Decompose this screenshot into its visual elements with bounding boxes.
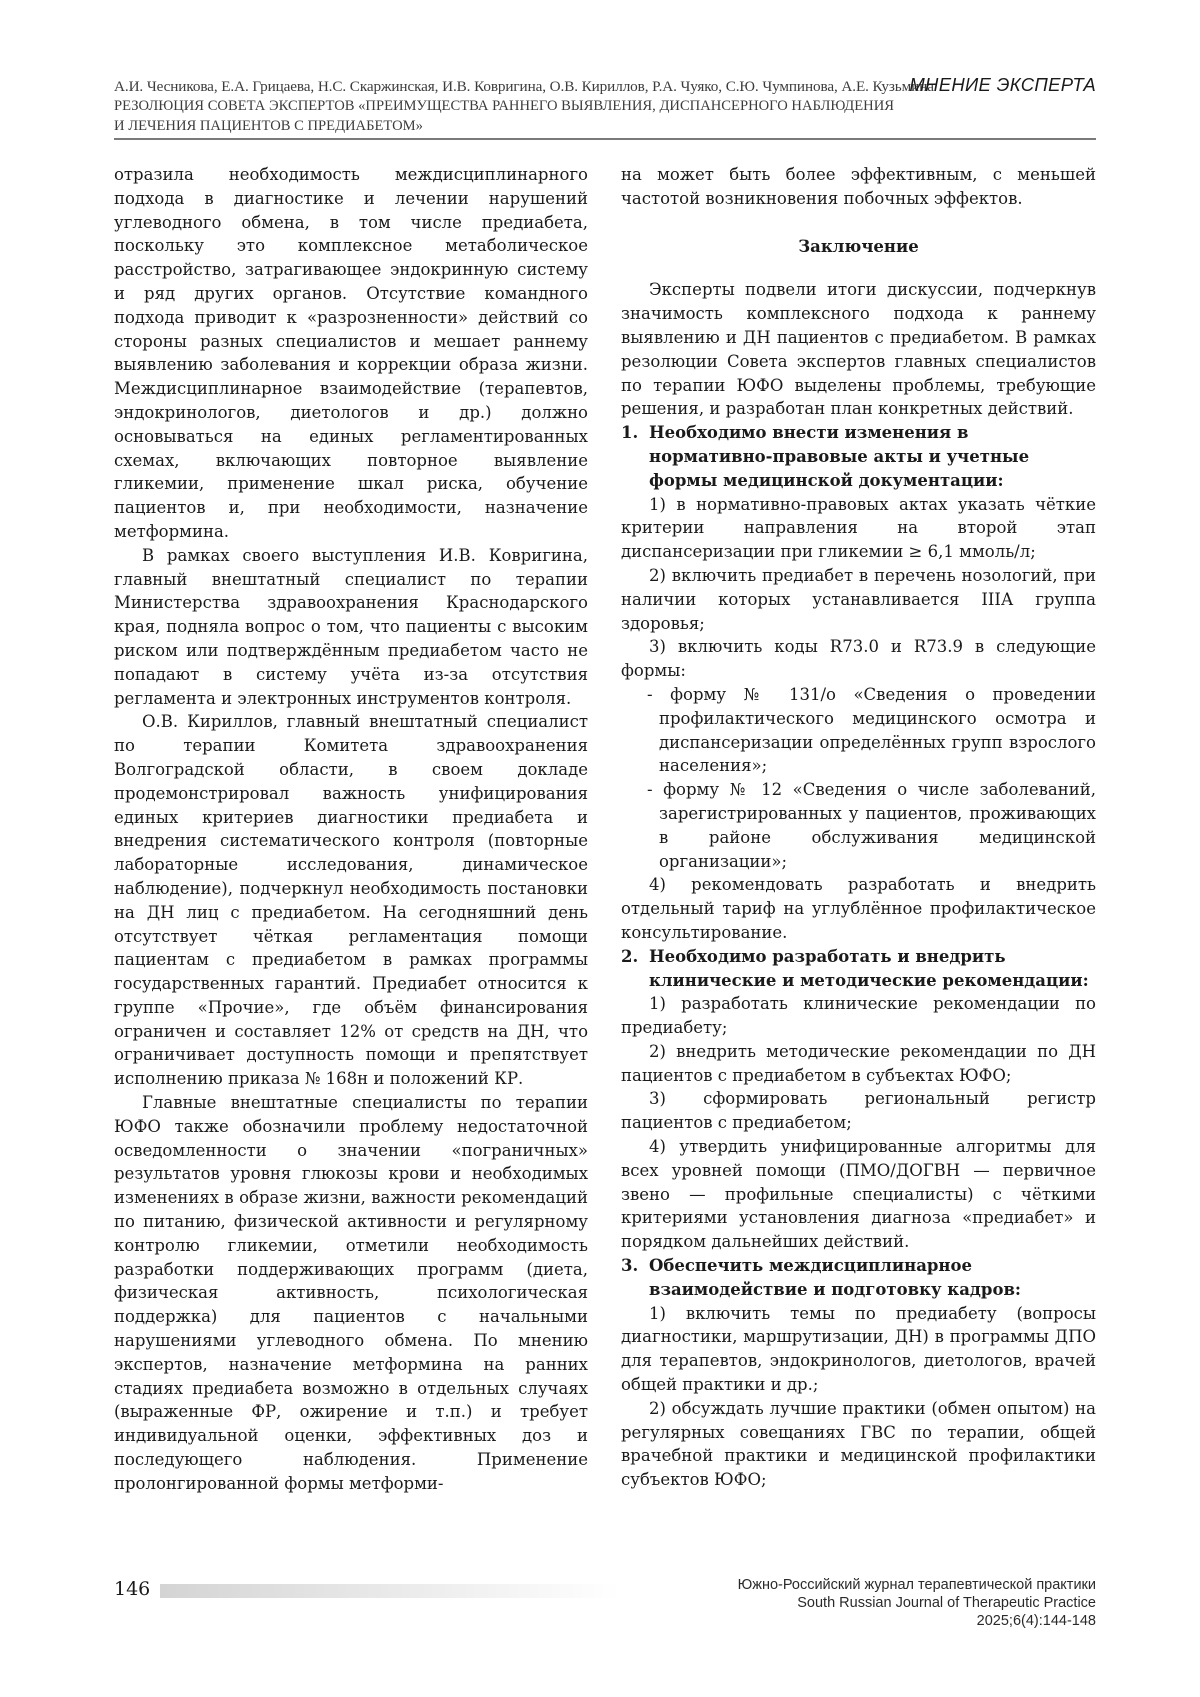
list-item: 1) разработать клинические рекомендации по предиабету; — [621, 994, 1096, 1038]
journal-name-en: South Russian Journal of Therapeutic Practice — [797, 1595, 1096, 1611]
numbered-heading-text: Необходимо внести изменения в нормативно-правовые акты и учетные формы медицинской документации: — [649, 423, 1030, 490]
list-item: 2) внедрить методические рекомендации по ДН пациентов с предиабетом в субъектах ЮФО; — [621, 1041, 1096, 1085]
right-column — [621, 163, 1096, 1492]
section-heading-conclusion: Заключение — [798, 236, 919, 256]
header-article-title-line-2: И ЛЕЧЕНИЯ ПАЦИЕНТОВ С ПРЕДИАБЕТОМ» — [114, 117, 423, 134]
list-item: 2) обсуждать лучшие практики (обмен опытом) на регулярных совещаниях ГВС по терапии, общей врачебной практики и медицинской профилактики субъектов ЮФО; — [621, 1398, 1096, 1490]
dash-list-item: - форму № 12 «Сведения о числе заболеваний, зарегистрированных у пациентов, проживающих в районе обслуживания медицинской организации»; — [647, 780, 1096, 871]
numbered-heading — [621, 945, 1096, 993]
numbered-heading — [621, 421, 1096, 492]
body-paragraph: Главные внештатные специалисты по терапии ЮФО также обозначили проблему недостаточной осведомленности о значении «пограничных» результатов уровня глюкозы крови и необходимых изменениях в образе жизни, важности рекомендаций по питанию, физической активности и регулярному контролю гликемии, отметили необходимость разработки поддерживающих программ (диета, физическая активность, психологическая поддержка) для пациентов с начальными нарушениями углеводного обмена. По мнению экспертов, назначение метформина на ранних стадиях предиабета возможно в отдельных случаях (выраженные ФР, ожирение и т.п.) и требует индивидуальной оценки, эффективных доз и последующего наблюдения. Применение пролонгированной формы метформи- — [114, 1093, 588, 1493]
list-number: 1. — [621, 423, 639, 443]
left-column — [114, 163, 588, 1496]
numbered-heading — [621, 1254, 1096, 1302]
body-paragraph: В рамках своего выступления И.В. Ковригина, главный внештатный специалист по терапии Министерства здравоохранения Краснодарского края, подняла вопрос о том, что пациенты с высоким риском или подтверждённым предиабетом часто не попадают в систему учёта из-за отсутствия регламента и электронных инструментов контроля. — [114, 545, 588, 708]
list-item: 4) утвердить унифицированные алгоритмы для всех уровней помощи (ПМО/ДОГВН — первичное звено — профильные специалисты) с чёткими критериями установления диагноза «предиабет» и порядком дальнейших действий. — [621, 1137, 1096, 1252]
footer-gradient-bar — [160, 1584, 620, 1598]
header-article-title-line-1: РЕЗОЛЮЦИЯ СОВЕТА ЭКСПЕРТОВ «ПРЕИМУЩЕСТВА РАННЕГО ВЫЯВЛЕНИЯ, ДИСПАНСЕРНОГО НАБЛЮДЕНИЯ — [114, 98, 894, 114]
list-item: 3) включить коды R73.0 и R73.9 в следующие формы: — [621, 637, 1096, 681]
header-rule — [114, 138, 1096, 140]
journal-name-ru: Южно-Российский журнал терапевтической практики — [737, 1577, 1096, 1593]
body-paragraph: О.В. Кириллов, главный внештатный специалист по терапии Комитета здравоохранения Волгоградской области, в своем докладе продемонстрировал важность унифицирования единых критериев диагностики предиабета и внедрения систематического контроля (повторные лабораторные исследования, динамическое наблюдение), подчеркнул необходимость постановки на ДН лиц с предиабетом. На сегодняшний день отсутствует чёткая регламентация помощи пациентам с предиабетом в рамках программы государственных гарантий. Предиабет относится к группе «Прочие», где объём финансирования ограничен и составляет 12% от средств на ДН, что ограничивает доступность помощи и препятствует исполнению приказа № 168н и положений КР. — [114, 712, 588, 1089]
body-paragraph: Эксперты подвели итоги дискуссии, подчеркнув значимость комплексного подхода к раннему выявлению и ДН пациентов с предиабетом. В рамках резолюции Совета экспертов главных специалистов по терапии ЮФО выделены проблемы, требующие решения, и разработан план конкретных действий. — [621, 280, 1096, 419]
list-number: 2. — [621, 946, 639, 966]
body-paragraph: отразила необходимость междисциплинарного подхода в диагностике и лечении нарушений углеводного обмена, в том числе предиабета, поскольку это комплексное метаболическое расстройство, затрагивающее эндокринную систему и ряд других органов. Отсутствие командного подхода приводит к «разрозненности» действий со стороны разных специалистов и мешает раннему выявлению заболевания и коррекции образа жизни. Междисциплинарное взаимодействие (терапевтов, эндокринологов, диетологов и др.) должно основываться на единых регламентированных схемах, включающих повторное выявление гликемии, применение шкал риска, обучение пациентов и, при необходимости, назначение метформина. — [114, 165, 588, 541]
header-authors: А.И. Чесникова, Е.А. Грицаева, Н.С. Скаржинская, И.В. Ковригина, О.В. Кириллов, Р.А. Чуяко, С.Ю. Чумпинова, А.Е. Кузьмина — [114, 78, 934, 95]
list-item: 2) включить предиабет в перечень нозологий, при наличии которых устанавливается IIIА группа здоровья; — [621, 565, 1096, 633]
numbered-heading-text: Обеспечить междисциплинарное взаимодействие и подготовку кадров: — [649, 1256, 1022, 1299]
running-header — [114, 74, 1096, 135]
page-number: 146 — [114, 1578, 151, 1600]
list-item: 1) включить темы по предиабету (вопросы диагностики, маршрутизации, ДН) в программы ДПО для терапевтов, эндокринологов, диетологов, врачей общей практики и др.; — [621, 1303, 1096, 1395]
journal-footer — [738, 1576, 1096, 1630]
list-number: 3. — [621, 1256, 639, 1276]
list-item: 3) сформировать региональный регистр пациентов с предиабетом; — [621, 1089, 1096, 1133]
body-paragraph: на может быть более эффективным, с меньшей частотой возникновения побочных эффектов. — [621, 165, 1096, 208]
header-section-label: МНЕНИЕ ЭКСПЕРТА — [909, 74, 1096, 95]
numbered-heading-text: Необходимо разработать и внедрить клинические и методические рекомендации: — [649, 946, 1089, 990]
journal-citation: 2025;6(4):144-148 — [976, 1613, 1096, 1629]
list-item: 4) рекомендовать разработать и внедрить отдельный тариф на углублённое профилактическое консультирование. — [621, 875, 1096, 942]
dash-list-item: - форму № 131/о «Сведения о проведении профилактического медицинского осмотра и диспансеризации определённых групп взрослого населения»; — [647, 684, 1096, 776]
list-item: 1) в нормативно-правовых актах указать чёткие критерии направления на второй этап диспансеризации при гликемии ≥ 6,1 ммоль/л; — [621, 494, 1096, 562]
